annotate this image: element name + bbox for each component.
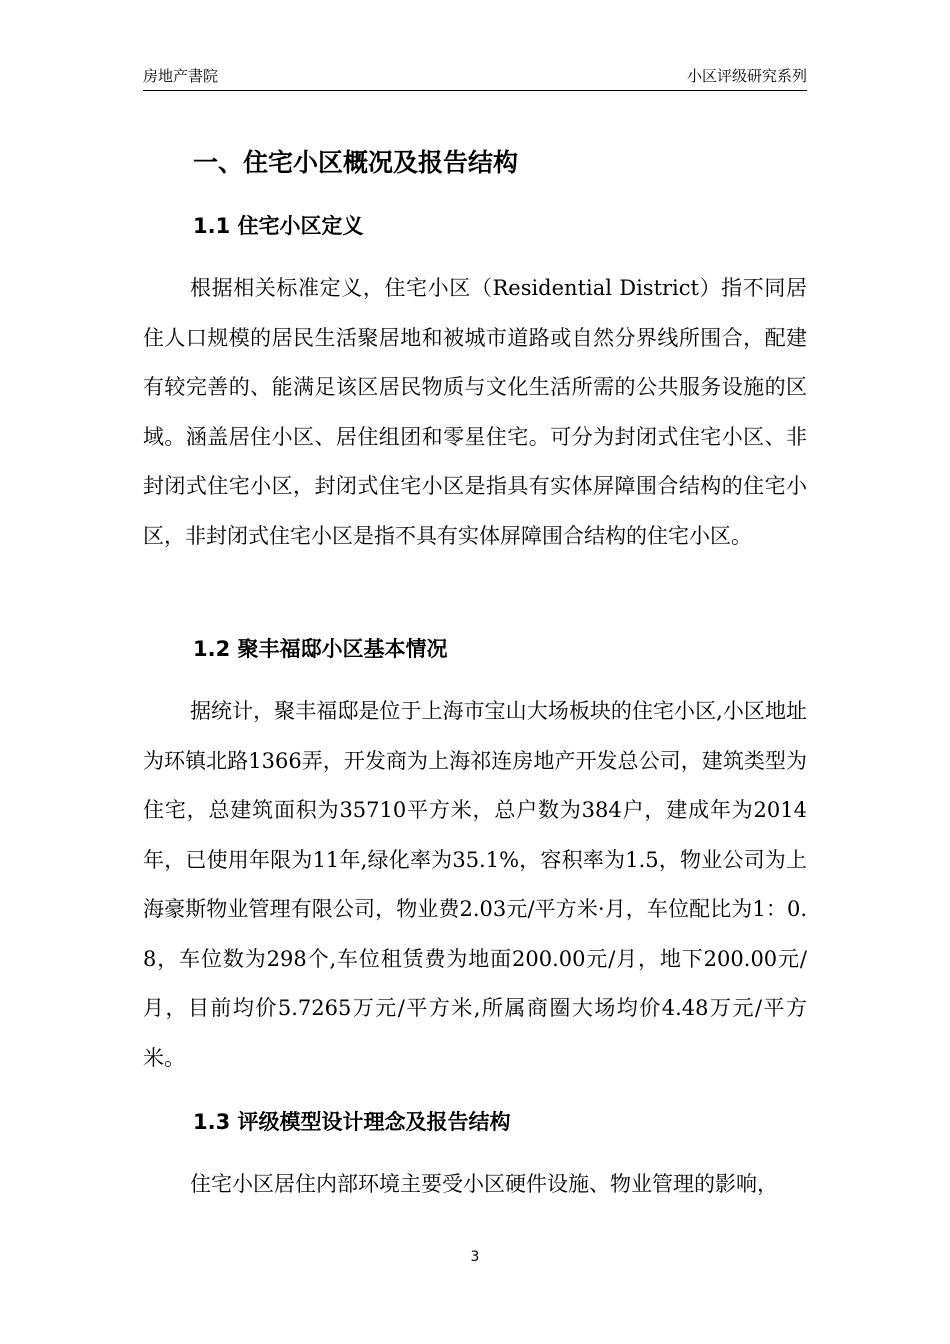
section-title-1-1: 1.1 住宅小区定义 [193,214,364,238]
section-1-3-paragraph: 住宅小区居住内部环境主要受小区硬件设施、物业管理的影响， [190,1172,778,1196]
header-publisher: 房地产書院 [143,67,219,85]
header-series-title: 小区评级研究系列 [686,67,807,85]
section-1-2-paragraph: 据统计，聚丰福邸是位于上海市宝山大场板块的住宅小区,小区地址为环镇北路1366弄，开发商为上海祁连房地产开发总公司，建筑类型为住宅，总建筑面积为35710平方米，总户数为384户，建成年为2014年，已使用年限为11年,绿化率为35.1%，容积率为1.5，物业公司为上海豪斯物业管理有限公司，物业费2.03元/平方米·月，车位配比为1：0.8，车位数为298个,车位租赁费为地面200.00元/月，地下200.00元/月，目前均价5.7265万元/平方米,所属商圈大场均价4.48万元/平方米。 [143,699,807,1070]
section-title-1-2: 1.2 聚丰福邸小区基本情况 [193,637,448,661]
section-1-1-paragraph: 根据相关标准定义，住宅小区（Residential District）指不同居住人口规模的居民生活聚居地和被城市道路或自然分界线所围合，配建有较完善的、能满足该区居民物质与文化生活所需的公共服务设施的区域。涵盖居住小区、居住组团和零星住宅。可分为封闭式住宅小区、非封闭式住宅小区，封闭式住宅小区是指具有实体屏障围合结构的住宅小区，非封闭式住宅小区是指不具有实体屏障围合结构的住宅小区。 [143,276,807,548]
chapter-title: 一、住宅小区概况及报告结构 [193,148,519,177]
section-title-1-3: 1.3 评级模型设计理念及报告结构 [193,1110,511,1134]
page-number: 3 [470,1249,480,1265]
header-divider [143,90,807,91]
